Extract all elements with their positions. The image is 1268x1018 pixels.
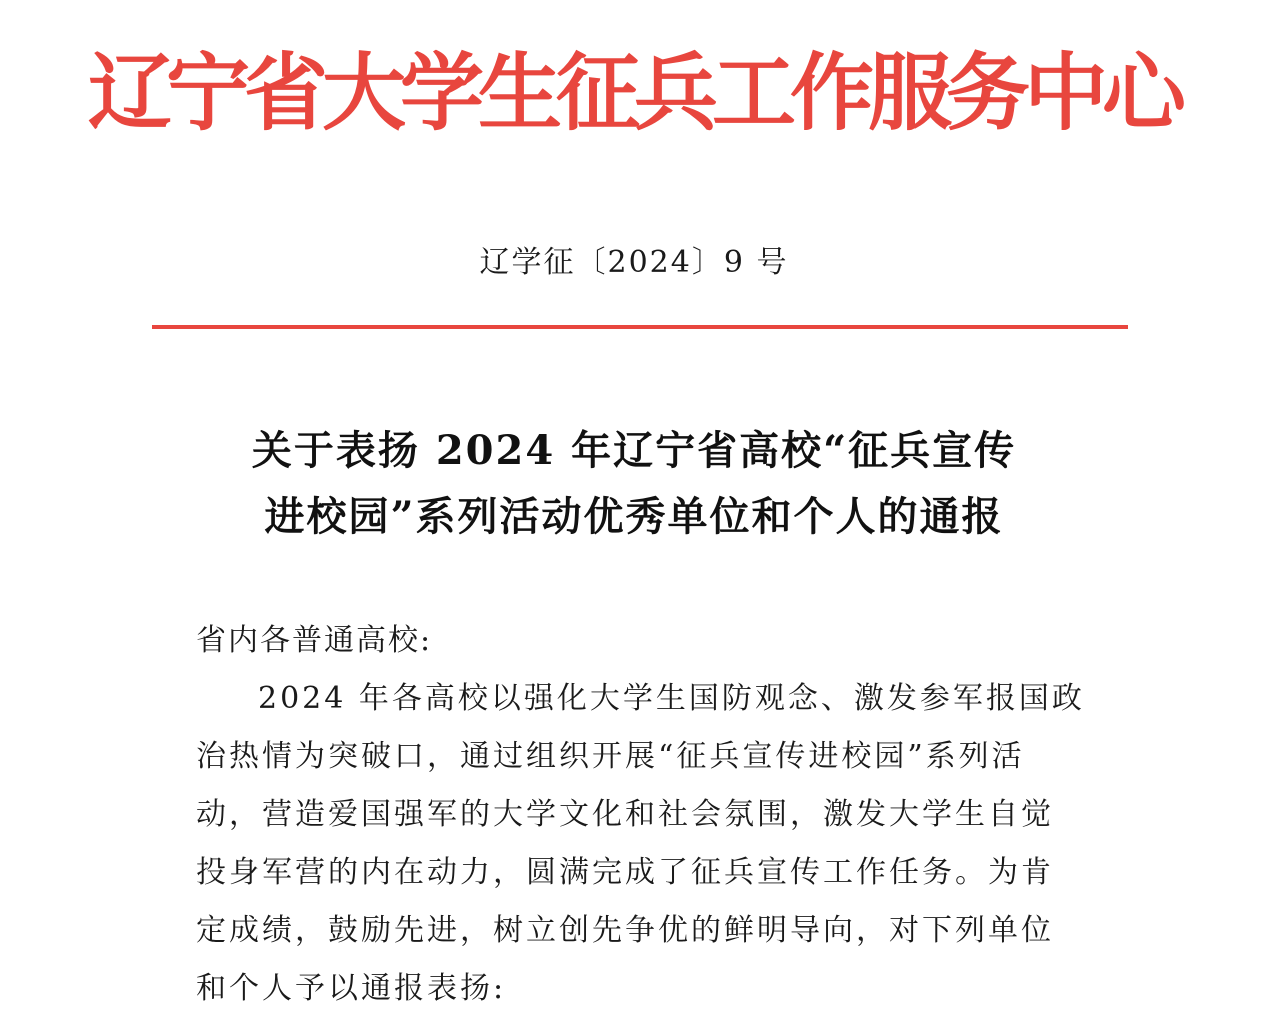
heading-line-2: 进校园”系列活动优秀单位和个人的通报: [264, 493, 1004, 540]
red-divider-line: [152, 325, 1128, 329]
document-heading: [150, 418, 1118, 550]
body-line-6: 和个人予以通报表扬:: [196, 971, 507, 1006]
body-line-4: 投身军营的内在动力，圆满完成了征兵宣传工作任务。为肯: [196, 855, 1054, 890]
body-line-1: 2024 年各高校以强化大学生国防观念、激发参军报国政: [258, 681, 1085, 716]
body-line-5: 定成绩，鼓励先进，树立创先争优的鲜明导向，对下列单位: [196, 913, 1054, 948]
document-number: 辽学征〔2024〕9 号: [479, 245, 789, 280]
body-paragraph: [196, 670, 1086, 1018]
heading-line-1: 关于表扬 2024 年辽宁省高校“征兵宣传: [251, 427, 1017, 474]
body-line-2: 治热情为突破口，通过组织开展“征兵宣传进校园”系列活: [196, 739, 1025, 774]
body-line-3: 动，营造爱国强军的大学文化和社会氛围，激发大学生自觉: [196, 797, 1054, 832]
issuer-title: 辽宁省大学生征兵工作服务中心: [87, 43, 1180, 142]
salutation: 省内各普通高校:: [196, 623, 433, 658]
